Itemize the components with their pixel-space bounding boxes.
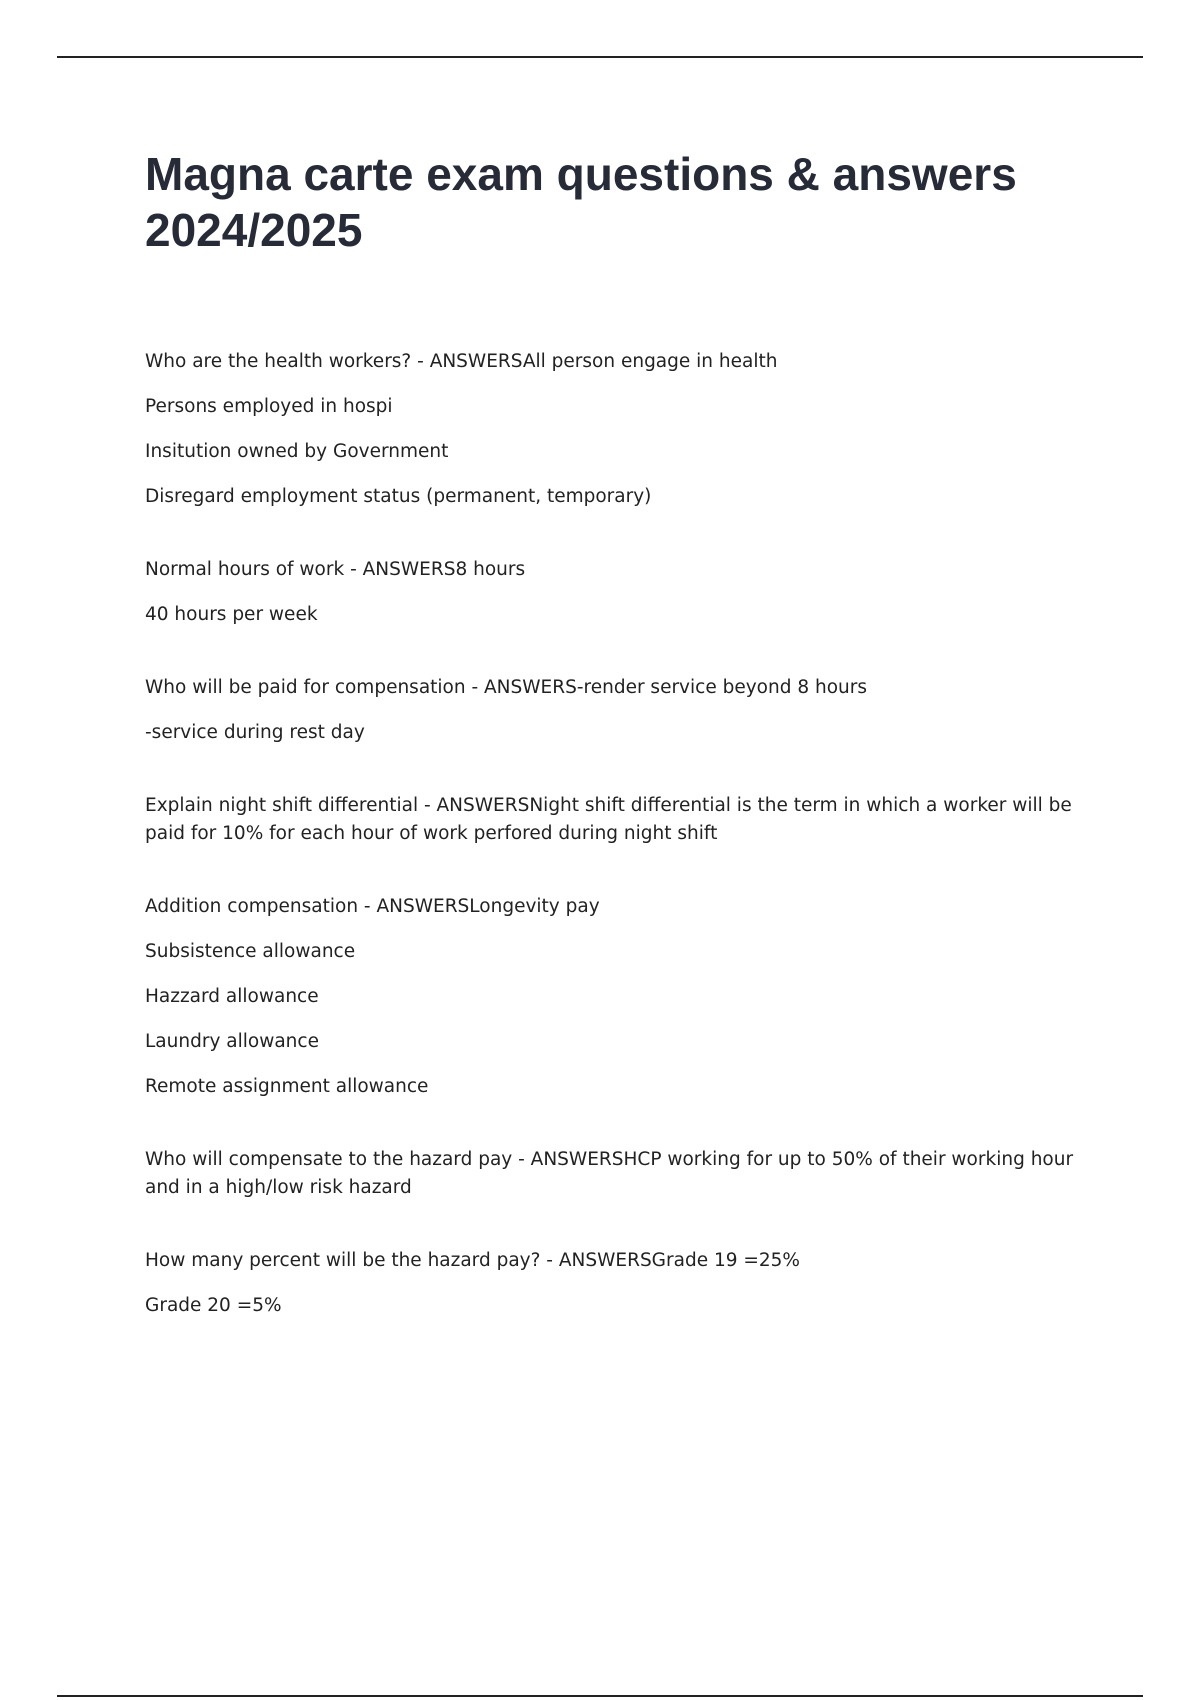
- qa-line: Addition compensation - ANSWERSLongevity pay: [145, 896, 600, 917]
- qa-line: Normal hours of work - ANSWERS8 hours: [145, 559, 526, 580]
- qa-block: [145, 792, 1095, 848]
- qa-line: How many percent will be the hazard pay? - ANSWERSGrade 19 =25%: [145, 1250, 801, 1271]
- qa-line: Grade 20 =5%: [145, 1295, 282, 1316]
- qa-line: 40 hours per week: [145, 604, 318, 625]
- qa-line: Who will be paid for compensation - ANSWERS-render service beyond 8 hours: [145, 677, 867, 698]
- qa-block: [145, 1146, 1095, 1202]
- qa-line: Who are the health workers? - ANSWERSAll person engage in health: [145, 351, 778, 372]
- qa-block: [145, 1247, 1095, 1320]
- qa-line: Persons employed in hospi: [145, 396, 393, 417]
- document-title: Magna carte exam questions & answers 2024/2025: [145, 148, 1017, 256]
- qa-line: Subsistence allowance: [145, 941, 356, 962]
- qa-line: -service during rest day: [145, 722, 365, 743]
- top-rule: [57, 56, 1143, 58]
- qa-line: Who will compensate to the hazard pay - ANSWERSHCP working for up to 50% of their working hour and in a high/low risk hazard: [145, 1149, 1074, 1198]
- qa-line: Disregard employment status (permanent, temporary): [145, 486, 652, 507]
- document-body: [145, 348, 1095, 1365]
- qa-block: [145, 348, 1095, 511]
- qa-line: Remote assignment allowance: [145, 1076, 429, 1097]
- qa-block: [145, 674, 1095, 747]
- qa-line: Hazzard allowance: [145, 986, 319, 1007]
- qa-line: Laundry allowance: [145, 1031, 319, 1052]
- qa-block: [145, 893, 1095, 1101]
- bottom-rule: [57, 1695, 1143, 1697]
- qa-line: Explain night shift differential - ANSWERSNight shift differential is the term in which a worker will be paid for 10% for each hour of work perfored during night shift: [145, 795, 1072, 844]
- qa-line: Insitution owned by Government: [145, 441, 449, 462]
- qa-block: [145, 556, 1095, 629]
